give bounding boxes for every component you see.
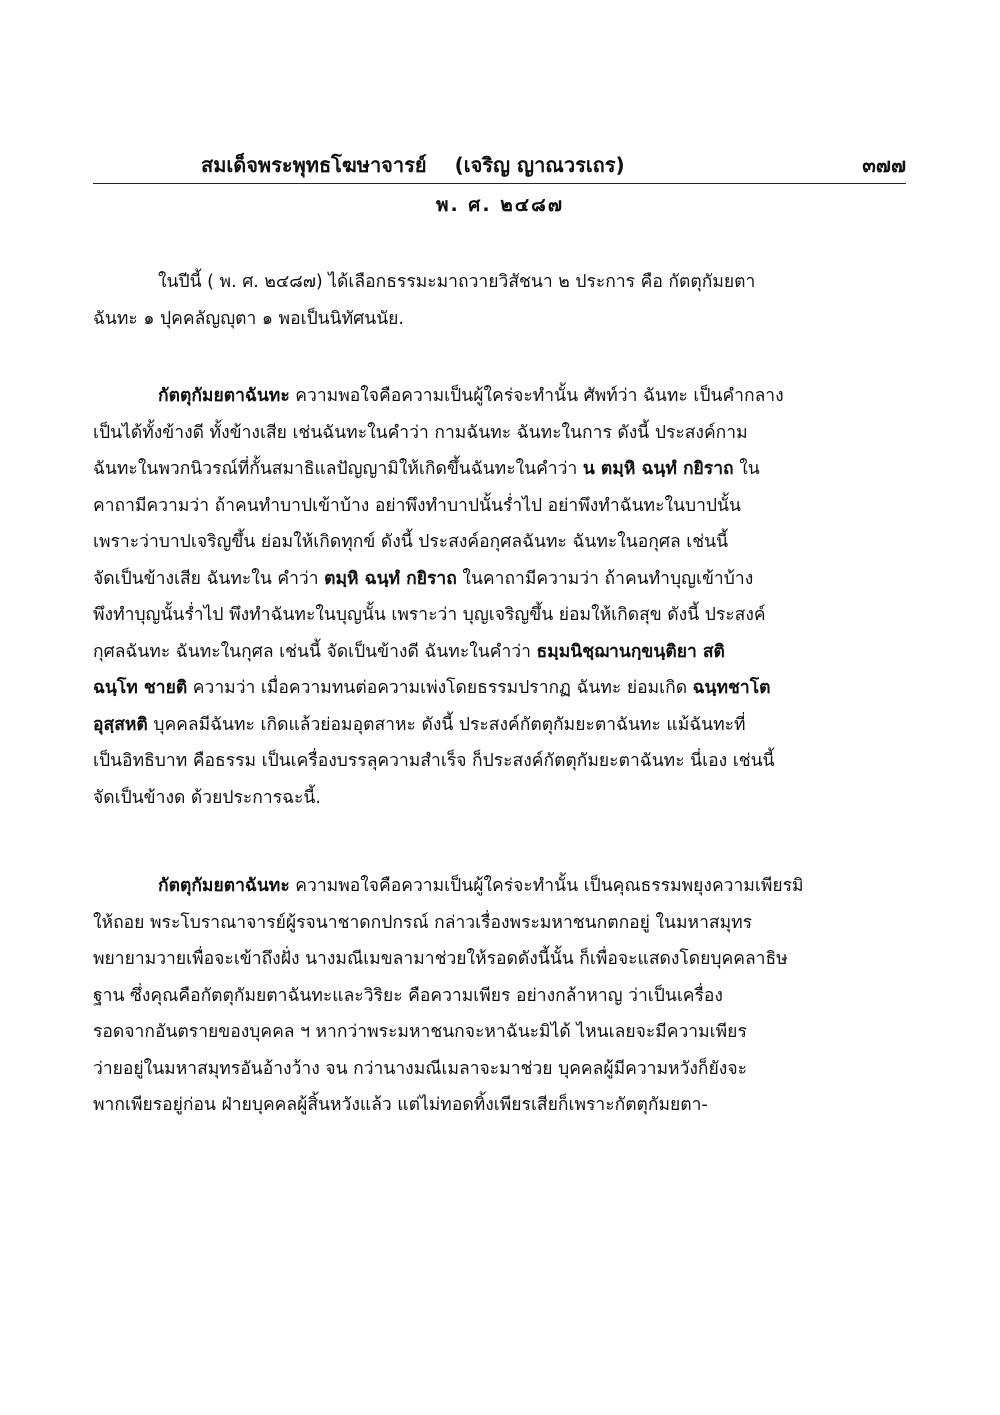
pali-quote: น ตมฺหิ ฉนฺทํ กยิราถ	[582, 459, 734, 479]
paragraph-intro	[93, 264, 906, 337]
bold-term: กัตตุกัมยตาฉันทะ	[158, 876, 290, 896]
text-line: จัดเป็นข้างเสีย ฉันทะใน คำว่า ตมฺหิ ฉนฺทํ กยิราถ ในคาถามีความว่า ถ้าคนทำบุญเข้าบ้าง	[93, 568, 754, 589]
paragraph-chanda-good-bad	[93, 378, 906, 816]
running-header	[93, 143, 906, 184]
header-title	[201, 149, 625, 181]
text-line: ให้ถอย พระโบราณาจารย์ผู้รจนาชาดกปกรณ์ กล่าวเรื่องพระมหาชนกตกอยู่ ในมหาสมุทร	[93, 912, 753, 933]
bold-term: กัตตุกัมยตาฉันทะ	[158, 386, 290, 406]
text-line: คาถามีความว่า ถ้าคนทำบาปเข้าบ้าง อย่าพึงทำบาปนั้นร่ำไป อย่าพึงทำฉันทะในบาปนั้น	[93, 495, 741, 516]
text-line: พึงทำบุญนั้นร่ำไป พึงทำฉันทะในบุญนั้น เพราะว่า บุญเจริญขึ้น ย่อมให้เกิดสุข ดังนี้ ประสงค์	[93, 605, 766, 625]
pali-quote: ตมฺหิ ฉนฺทํ กยิราถ	[324, 568, 457, 589]
text-line: ฉันทะ ๑ ปุคคลัญญุตา ๑ พอเป็นนิทัศนนัย.	[93, 308, 404, 329]
text-line: พยายามวายเพื่อจะเข้าถึงฝั่ง นางมณีเมขลามาช่วยให้รอดดังนี้นั้น ก็เพื่อจะแสดงโดยบุคคลาธิษ	[93, 949, 788, 969]
header-title-subtitle: (เจริญ ญาณวรเถร)	[454, 153, 625, 177]
text-line: รอดจากอันตรายของบุคคล ฯ หากว่าพระมหาชนกจะหาฉันะมิได้ ไหนเลยจะมีความเพียร	[93, 1022, 747, 1042]
text-line: กัตตุกัมยตาฉันทะ ความพอใจคือความเป็นผู้ใคร่จะทำนั้น เป็นคุณธรรมพยุงความเพียรมิ	[158, 876, 804, 896]
paragraph-mahajanaka	[93, 868, 906, 1124]
year-heading: พ. ศ. ๒๔๘๗	[435, 194, 565, 216]
text-line: ฐาน ซึ่งคุณคือกัตตุกัมยตาฉันทะและวิริยะ คือความเพียร อย่างกล้าหาญ ว่าเป็นเครื่อง	[93, 985, 723, 1006]
text-line: ในปีนี้ ( พ. ศ. ๒๔๘๗) ได้เลือกธรรมะมาถวายวิสัชนา ๒ ประการ คือ กัตตุกัมยตา	[158, 272, 756, 292]
pali-quote: ฉนฺโท ชายติ	[93, 678, 188, 698]
text-line: ว่ายอยู่ในมหาสมุทรอันอ้างว้าง จน กว่านางมณีเมลาจะมาช่วย บุคคลผู้มีความหวังก็ยังจะ	[93, 1058, 747, 1079]
text-line: จัดเป็นข้างด ด้วยประการฉะนี้.	[93, 787, 321, 808]
text-line: ฉนฺโท ชายติ ความว่า เมื่อความทนต่อความเพ่งโดยธรรมปรากฏ ฉันทะ ย่อมเกิด ฉนฺทชาโต	[93, 678, 771, 698]
page-number: ๓๗๗	[862, 153, 906, 177]
text-line: อุสฺสหติ บุคคลมีฉันทะ เกิดแล้วย่อมอุตสาหะ ดังนี้ ประสงค์กัตตุกัมยะตาฉันทะ แม้ฉันทะที่	[93, 714, 746, 735]
header-title-name: สมเด็จพระพุทธโฆษาจารย์	[201, 153, 427, 177]
text-line: เป็นได้ทั้งข้างดี ทั้งข้างเสีย เช่นฉันทะในคำว่า กามฉันทะ ฉันทะในการ ดังนี้ ประสงค์กาม	[93, 422, 748, 443]
pali-quote: ฉนฺทชาโต	[692, 678, 771, 698]
text-line: เพราะว่าบาปเจริญขึ้น ย่อมให้เกิดทุกข์ ดังนี้ ประสงค์อกุศลฉันทะ ฉันทะในอกุศล เช่นนี้	[93, 532, 729, 552]
text-line: กุศลฉันทะ ฉันทะในกุศล เช่นนี้ จัดเป็นข้างดี ฉันทะในคำว่า ธมฺมนิชฺฌานกฺขนฺติยา สติ	[93, 641, 725, 662]
text-line: กัตตุกัมยตาฉันทะ ความพอใจคือความเป็นผู้ใคร่จะทำนั้น ศัพท์ว่า ฉันทะ เป็นคำกลาง	[158, 386, 784, 406]
text-line: พากเพียรอยู่ก่อน ฝ่ายบุคคลผู้สิ้นหวังแล้ว แต่ไม่ทอดทิ้งเพียรเสียก็เพราะกัตตุกัมยตา-	[93, 1095, 708, 1115]
text-line: ฉันทะในพวกนิวรณ์ที่กั้นสมาธิแลปัญญามิให้เกิดขึ้นฉันทะในคำว่า น ตมฺหิ ฉนฺทํ กยิราถ ใน	[93, 459, 760, 479]
pali-quote: ธมฺมนิชฺฌานกฺขนฺติยา สติ	[536, 641, 725, 662]
text-line: เป็นอิทธิบาท คือธรรม เป็นเครื่องบรรลุความสำเร็จ ก็ประสงค์กัตตุกัมยะตาฉันทะ นี่เอง เช่นนี้	[93, 751, 775, 771]
pali-quote: อุสฺสหติ	[93, 714, 148, 735]
